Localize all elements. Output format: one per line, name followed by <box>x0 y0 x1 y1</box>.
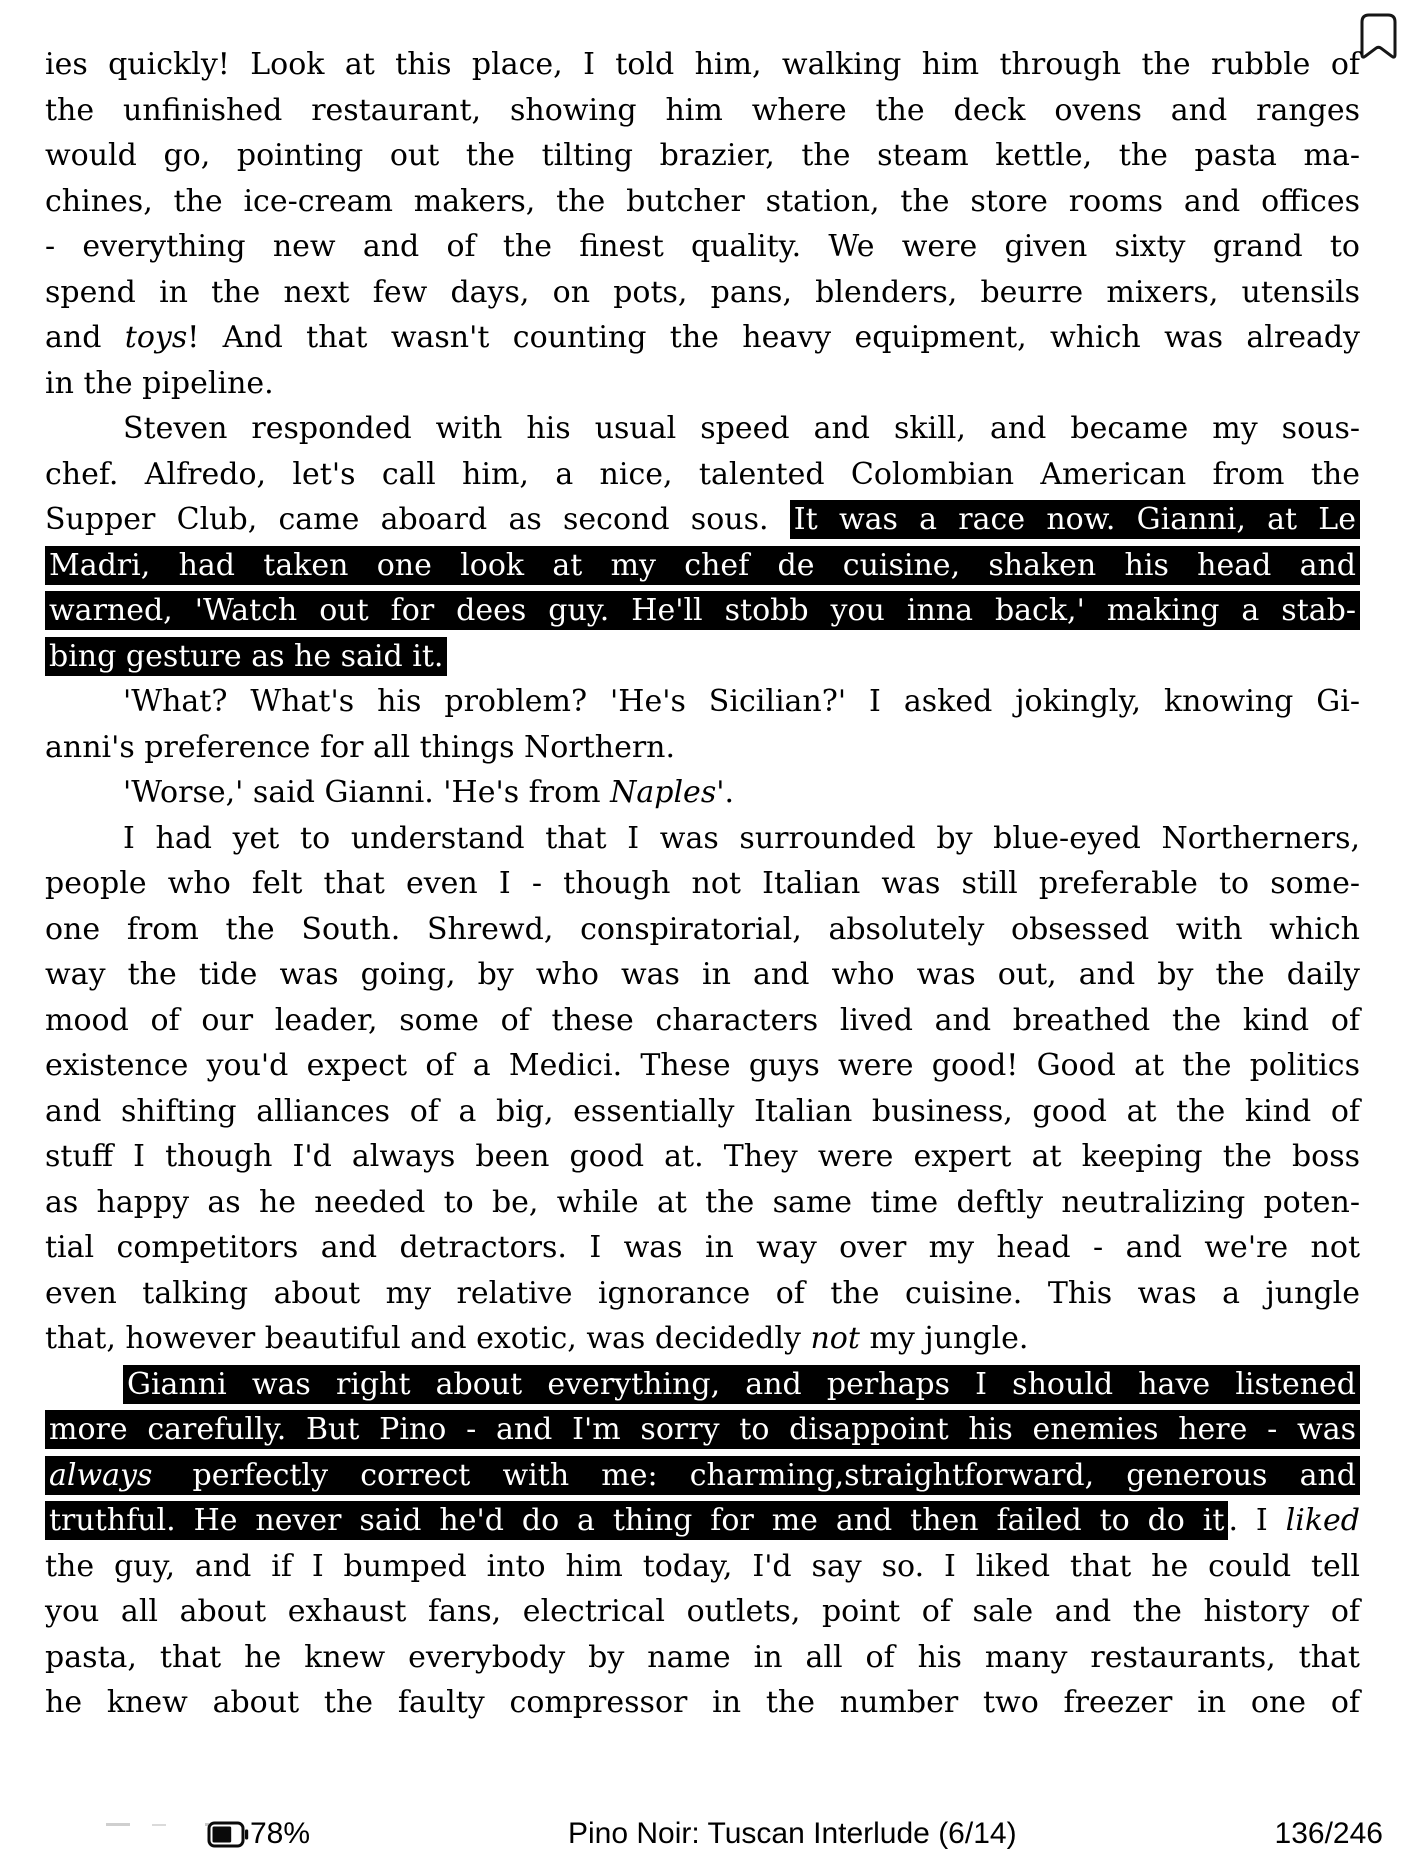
text-segment: not <box>810 1321 860 1356</box>
highlighted-text: truthful. He never said he'd do a thing for me and then failed to do it <box>45 1501 1228 1540</box>
text-segment: '. <box>716 775 735 810</box>
text-segment: existence you'd expect of a Medici. These guys were good! Good at the politics <box>45 1048 1360 1083</box>
text-segment: way the tide was going, by who was in and who was out, and by the daily <box>45 957 1360 992</box>
text-segment: 'What? What's his problem? 'He's Sicilian?' I asked jokingly, knowing Gi- <box>123 684 1360 719</box>
text-segment: he knew about the faulty compressor in the number two freezer in one of <box>45 1685 1360 1720</box>
text-line <box>45 133 1360 179</box>
highlighted-text: Madri, had taken one look at my chef de cuisine, shaken his head and <box>45 546 1360 585</box>
text-line <box>45 679 1360 725</box>
text-line <box>45 1271 1360 1317</box>
text-line <box>45 1589 1360 1635</box>
text-line <box>45 88 1360 134</box>
text-segment: Steven responded with his usual speed and skill, and became my sous- <box>123 411 1360 446</box>
battery-fill <box>213 1826 232 1842</box>
text-segment: chef. Alfredo, let's call him, a nice, talented Colombian American from the <box>45 456 1360 492</box>
text-line <box>45 1225 1360 1271</box>
text-segment: my jungle. <box>859 1321 1029 1356</box>
highlighted-text: Gianni was right about everything, and perhaps I should have listened <box>123 1365 1360 1404</box>
text-line <box>45 1362 1360 1408</box>
text-line <box>45 1180 1360 1226</box>
text-segment: liked <box>1285 1503 1360 1538</box>
text-line <box>45 816 1360 862</box>
text-line <box>45 1134 1360 1180</box>
status-bar <box>45 1813 1383 1855</box>
text-line <box>45 1043 1360 1089</box>
text-segment: spend in the next few days, on pots, pans, blenders, beurre mixers, utensils <box>45 274 1360 310</box>
text-line <box>45 861 1360 907</box>
text-line <box>45 406 1360 452</box>
battery-indicator <box>207 1817 310 1851</box>
text-segment: would go, pointing out the tilting brazier, the steam kettle, the pasta ma- <box>45 138 1360 173</box>
text-line <box>45 1680 1360 1726</box>
text-segment: Naples <box>610 775 717 810</box>
text-segment: anni's preference for all things Northern. <box>45 729 676 765</box>
text-segment: and <box>45 320 125 355</box>
text-line <box>45 1316 1360 1362</box>
bookmark-icon[interactable] <box>1358 12 1399 61</box>
battery-percent: 78% <box>250 1817 311 1850</box>
text-line <box>45 588 1360 634</box>
text-segment: Supper Club, came aboard as second sous. <box>45 502 790 537</box>
text-segment: - everything new and of the finest quality. We were given sixty grand to <box>45 229 1360 264</box>
battery-icon <box>207 1821 249 1848</box>
text-segment: you all about exhaust fans, electrical outlets, point of sale and the history of <box>45 1594 1360 1629</box>
text-line <box>45 361 1360 407</box>
text-line <box>45 634 1360 680</box>
highlighted-text: perfectly correct with me: charming,straightforward, generous and <box>156 1456 1360 1495</box>
text-line <box>45 497 1360 543</box>
text-line <box>45 224 1360 270</box>
text-segment: people who felt that even I - though not Italian was still preferable to some- <box>45 866 1360 901</box>
text-block <box>45 42 1360 1726</box>
book-title: Pino Noir: Tuscan Interlude (6/14) <box>568 1817 1017 1850</box>
text-segment: toys <box>124 320 188 355</box>
text-segment: 'Worse,' said Gianni. 'He's from <box>123 775 611 810</box>
text-line <box>45 1498 1360 1544</box>
text-segment: in the pipeline. <box>45 365 274 401</box>
text-segment: even talking about my relative ignorance of the cuisine. This was a jungle <box>45 1275 1360 1311</box>
text-segment: pasta, that he knew everybody by name in all of his many restaurants, that <box>45 1639 1360 1675</box>
text-line <box>45 270 1360 316</box>
text-line <box>45 179 1360 225</box>
text-line <box>45 42 1360 88</box>
text-line <box>45 315 1360 361</box>
text-line <box>45 1089 1360 1135</box>
text-segment: chines, the ice-cream makers, the butcher station, the store rooms and offices <box>45 183 1360 219</box>
text-segment: mood of our leader, some of these characters lived and breathed the kind of <box>45 1002 1360 1038</box>
text-segment: I had yet to understand that I was surrounded by blue-eyed Northerners, <box>123 820 1360 856</box>
text-line <box>45 770 1360 816</box>
text-segment: and shifting alliances of a big, essentially Italian business, good at the kind of <box>45 1093 1360 1129</box>
highlighted-text: always <box>45 1456 156 1495</box>
text-line <box>45 1407 1360 1453</box>
text-segment: stuff I though I'd always been good at. They were expert at keeping the boss <box>45 1139 1360 1174</box>
highlighted-text: warned, 'Watch out for dees guy. He'll stobb you inna back,' making a stab- <box>45 591 1360 630</box>
highlighted-text: It was a race now. Gianni, at Le <box>790 500 1360 539</box>
text-line <box>45 952 1360 998</box>
text-segment: the unfinished restaurant, showing him where the deck ovens and ranges <box>45 92 1360 128</box>
text-segment: . I <box>1228 1503 1286 1538</box>
text-line <box>45 1544 1360 1590</box>
text-segment: as happy as he needed to be, while at the same time deftly neutralizing poten- <box>45 1184 1360 1220</box>
text-line <box>45 907 1360 953</box>
text-line <box>45 543 1360 589</box>
text-segment: ! And that wasn't counting the heavy equipment, which was already <box>187 320 1360 355</box>
highlighted-text: more carefully. But Pino - and I'm sorry to disappoint his enemies here - was <box>45 1410 1360 1449</box>
text-line <box>45 725 1360 771</box>
text-line <box>45 452 1360 498</box>
text-segment: tial competitors and detractors. I was in way over my head - and we're not <box>45 1230 1360 1265</box>
text-line <box>45 1635 1360 1681</box>
text-segment: one from the South. Shrewd, conspiratorial, absolutely obsessed with which <box>45 911 1360 947</box>
text-segment: that, however beautiful and exotic, was decidedly <box>45 1321 811 1356</box>
text-line <box>45 1453 1360 1499</box>
highlighted-text: bing gesture as he said it. <box>45 637 447 676</box>
text-line <box>45 998 1360 1044</box>
text-segment: ies quickly! Look at this place, I told him, walking him through the rubble of <box>45 47 1360 82</box>
text-segment: the guy, and if I bumped into him today, I'd say so. I liked that he could tell <box>45 1548 1360 1584</box>
page-indicator: 136/246 <box>1274 1817 1383 1850</box>
